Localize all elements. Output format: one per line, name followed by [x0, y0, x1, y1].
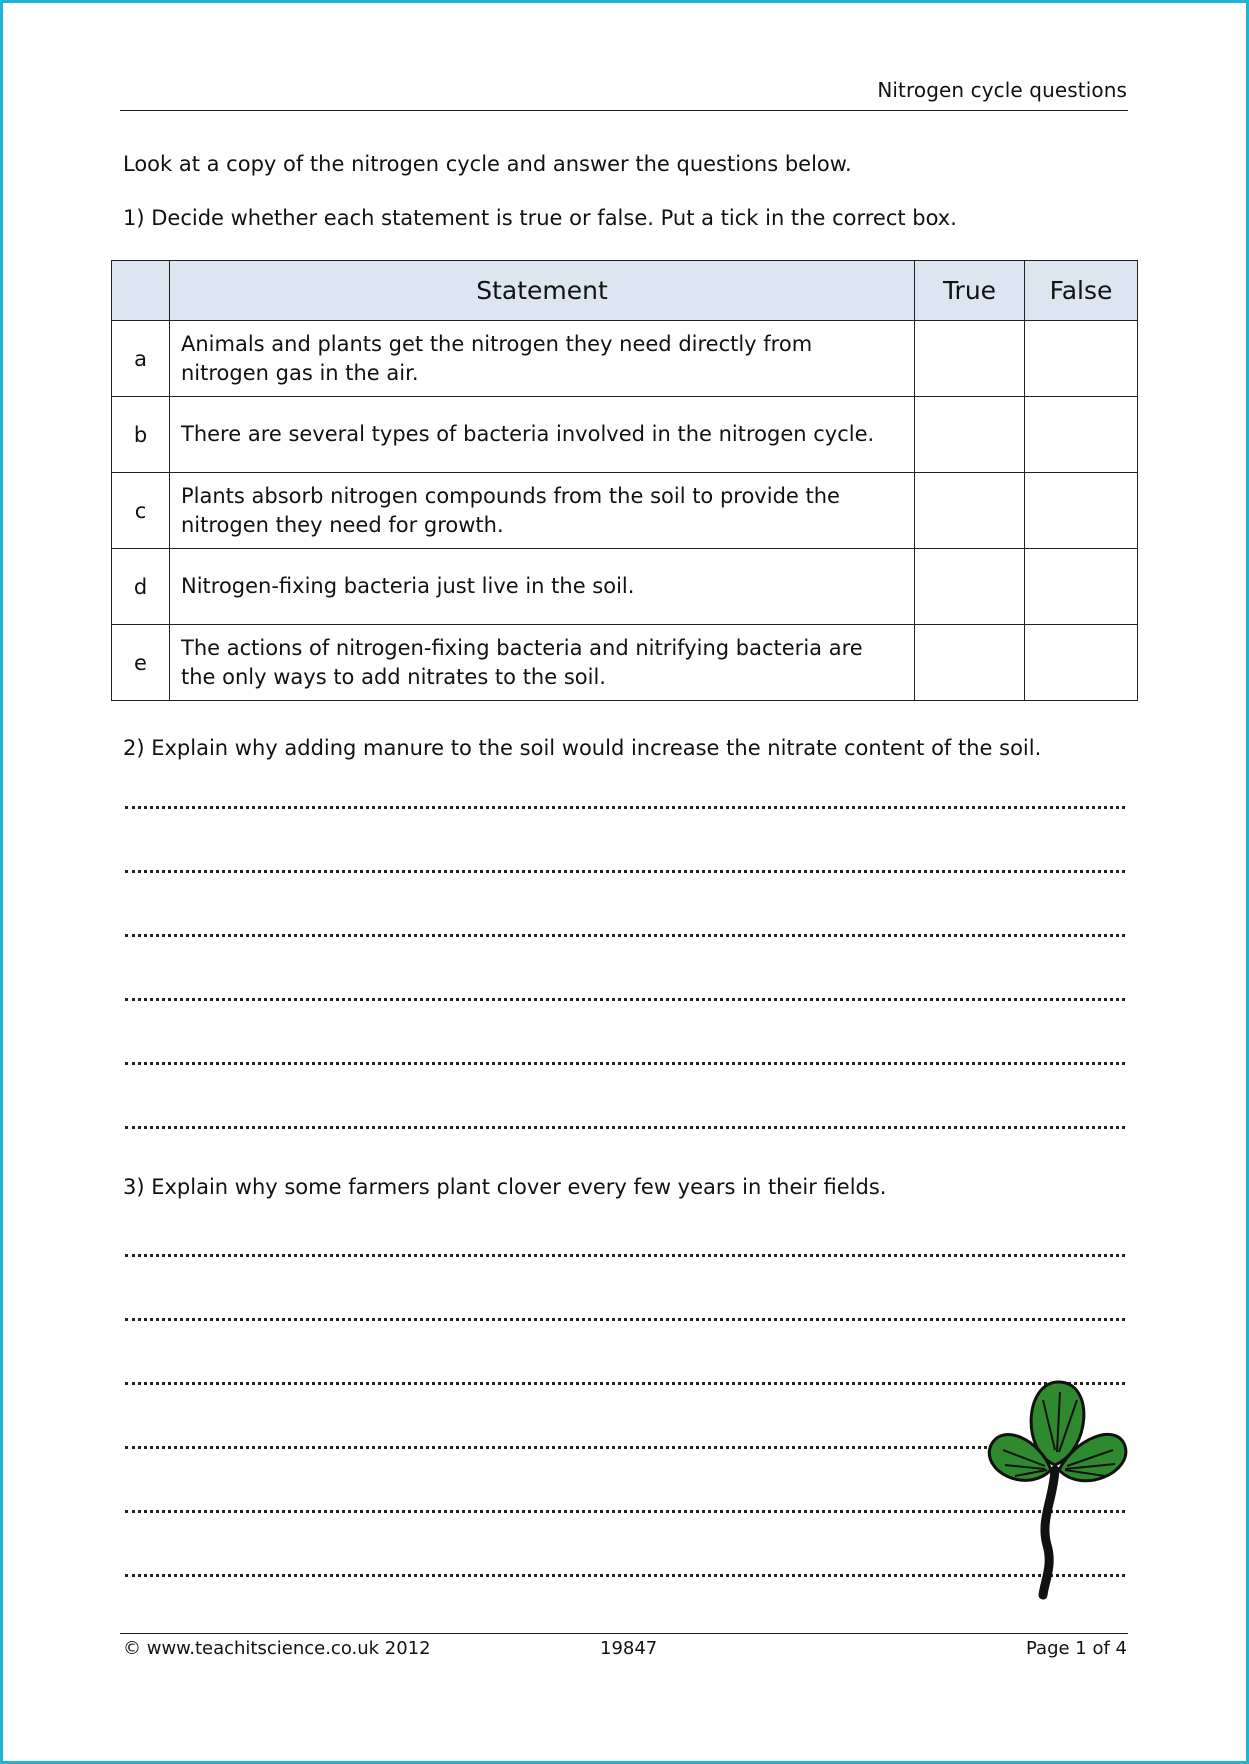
- answer-line[interactable]: [125, 1318, 1125, 1321]
- table-row: [112, 473, 1138, 549]
- header-divider: [120, 110, 1128, 111]
- answer-line[interactable]: [125, 1126, 1125, 1129]
- statement-text: The actions of nitrogen-fixing bacteria and nitrifying bacteria are the only ways to add nitrates to the soil.: [170, 625, 915, 701]
- statement-text: There are several types of bacteria involved in the nitrogen cycle.: [170, 397, 915, 473]
- false-tick-box[interactable]: [1025, 321, 1138, 397]
- statement-text: Plants absorb nitrogen compounds from the soil to provide the nitrogen they need for growth.: [170, 473, 915, 549]
- footer-resource-code: 19847: [600, 1638, 658, 1659]
- header-title: Nitrogen cycle questions: [877, 78, 1127, 102]
- answer-line[interactable]: [125, 998, 1125, 1001]
- column-header-true: True: [915, 261, 1025, 321]
- answer-line[interactable]: [125, 1382, 1125, 1385]
- answer-line[interactable]: [125, 1062, 1125, 1065]
- intro-text: Look at a copy of the nitrogen cycle and answer the questions below.: [123, 152, 852, 176]
- true-false-table: [111, 260, 1138, 701]
- footer-page-number: Page 1 of 4: [1026, 1638, 1127, 1659]
- table-row: [112, 397, 1138, 473]
- column-header-false: False: [1025, 261, 1138, 321]
- true-tick-box[interactable]: [915, 397, 1025, 473]
- answer-line[interactable]: [125, 934, 1125, 937]
- answer-line[interactable]: [125, 870, 1125, 873]
- row-letter: b: [112, 397, 170, 473]
- footer-copyright: © www.teachitscience.co.uk 2012: [123, 1638, 431, 1659]
- clover-icon: [985, 1370, 1135, 1600]
- column-header-statement: Statement: [170, 261, 915, 321]
- table-row: [112, 625, 1138, 701]
- false-tick-box[interactable]: [1025, 473, 1138, 549]
- statement-text: Nitrogen-fixing bacteria just live in the soil.: [170, 549, 915, 625]
- question-2-prompt: 2) Explain why adding manure to the soil would increase the nitrate content of the soil.: [123, 736, 1042, 760]
- true-tick-box[interactable]: [915, 625, 1025, 701]
- answer-line[interactable]: [125, 1446, 1125, 1449]
- false-tick-box[interactable]: [1025, 397, 1138, 473]
- row-letter: e: [112, 625, 170, 701]
- table-row: [112, 549, 1138, 625]
- answer-line[interactable]: [125, 806, 1125, 809]
- table-row: [112, 321, 1138, 397]
- answer-line[interactable]: [125, 1574, 1125, 1577]
- true-tick-box[interactable]: [915, 549, 1025, 625]
- row-letter: d: [112, 549, 170, 625]
- false-tick-box[interactable]: [1025, 549, 1138, 625]
- true-tick-box[interactable]: [915, 473, 1025, 549]
- table-header-row: [112, 261, 1138, 321]
- true-tick-box[interactable]: [915, 321, 1025, 397]
- footer-divider: [120, 1633, 1128, 1634]
- question-3-prompt: 3) Explain why some farmers plant clover every few years in their fields.: [123, 1175, 887, 1199]
- row-letter: c: [112, 473, 170, 549]
- statement-text: Animals and plants get the nitrogen they need directly from nitrogen gas in the air.: [170, 321, 915, 397]
- answer-line[interactable]: [125, 1510, 1125, 1513]
- false-tick-box[interactable]: [1025, 625, 1138, 701]
- row-letter: a: [112, 321, 170, 397]
- column-header-letter: [112, 261, 170, 321]
- question-1-prompt: 1) Decide whether each statement is true or false. Put a tick in the correct box.: [123, 206, 957, 230]
- answer-line[interactable]: [125, 1254, 1125, 1257]
